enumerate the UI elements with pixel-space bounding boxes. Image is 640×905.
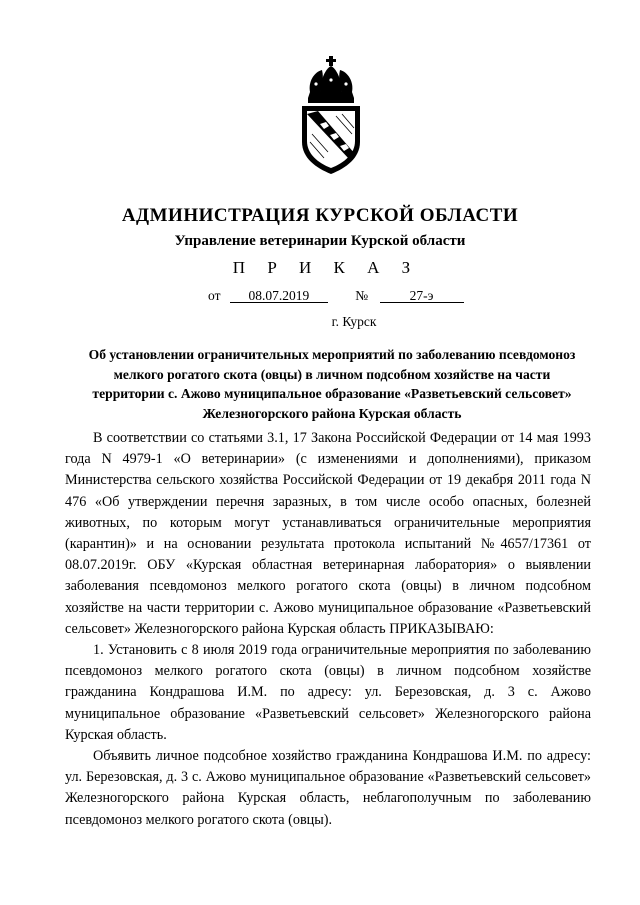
number-value: 27-э (380, 289, 464, 303)
number-prefix: № (355, 288, 369, 303)
document-body (65, 428, 591, 831)
org-subtitle: Управление ветеринарии Курской области (174, 233, 466, 249)
coat-of-arms-icon (298, 54, 364, 176)
date-number-line (208, 288, 464, 304)
city: г. Курск (331, 314, 377, 329)
paragraph-declaration: Объявить личное подсобное хозяйство гражданина Кондрашова И.М. по адресу: ул. Березовская, д. 3 с. Ажово муниципальное образование «Разветьевский сельсовет» Железногорского района Курская область, неблагополучным по заболеванию псевдомоноз мелкого рогатого скота (овцы). (65, 748, 591, 828)
paragraph-item-1: 1. Установить с 8 июля 2019 года ограничительные мероприятия по заболеванию псевдомоноз мелкого рогатого скота (овцы) в личном подсобном хозяйстве гражданина Кондрашова И.М. по адресу: ул. Березовская, д. 3 с. Ажово муниципальное образование «Разветьевский сельсовет» Железногорского района Курская область. (65, 642, 591, 743)
date-value: 08.07.2019 (230, 289, 328, 303)
document-type: П Р И К А З (232, 258, 420, 277)
document-title: Об установлении ограничительных мероприятий по заболеванию псевдомоноз мелкого рогатого скота (овцы) в личном подсобном хозяйстве на части территории с. Ажово муниципальное образование «Разветьевский сельсовет» Железногорского района Курская область (88, 347, 576, 421)
paragraph-preamble: В соответствии со статьями 3.1, 17 Закона Российской Федерации от 14 мая 1993 года N 4979-1 «О ветеринарии» (с изменениями и дополнениями), приказом Министерства сельского хозяйства Российской Федерации от 19 декабря 2011 года N 476 «Об утверждении перечня заразных, в том числе особо опасных, болезней животных, по которым могут устанавливаться ограничительные мероприятия (карантин)» и на основании результата протокола испытаний №4657/17361 от 08.07.2019г. ОБУ «Курская областная ветеринарная лаборатория» о выявлении заболевания псевдомоноз мелкого рогатого скота (овцы) в личном подсобном хозяйстве на части территории с. Ажово муниципальное образование «Разветьевский сельсовет» Железногорского района Курская область ПРИКАЗЫВАЮ: (65, 430, 591, 637)
org-title: АДМИНИСТРАЦИЯ КУРСКОЙ ОБЛАСТИ (121, 205, 519, 226)
date-prefix: от (208, 288, 221, 303)
